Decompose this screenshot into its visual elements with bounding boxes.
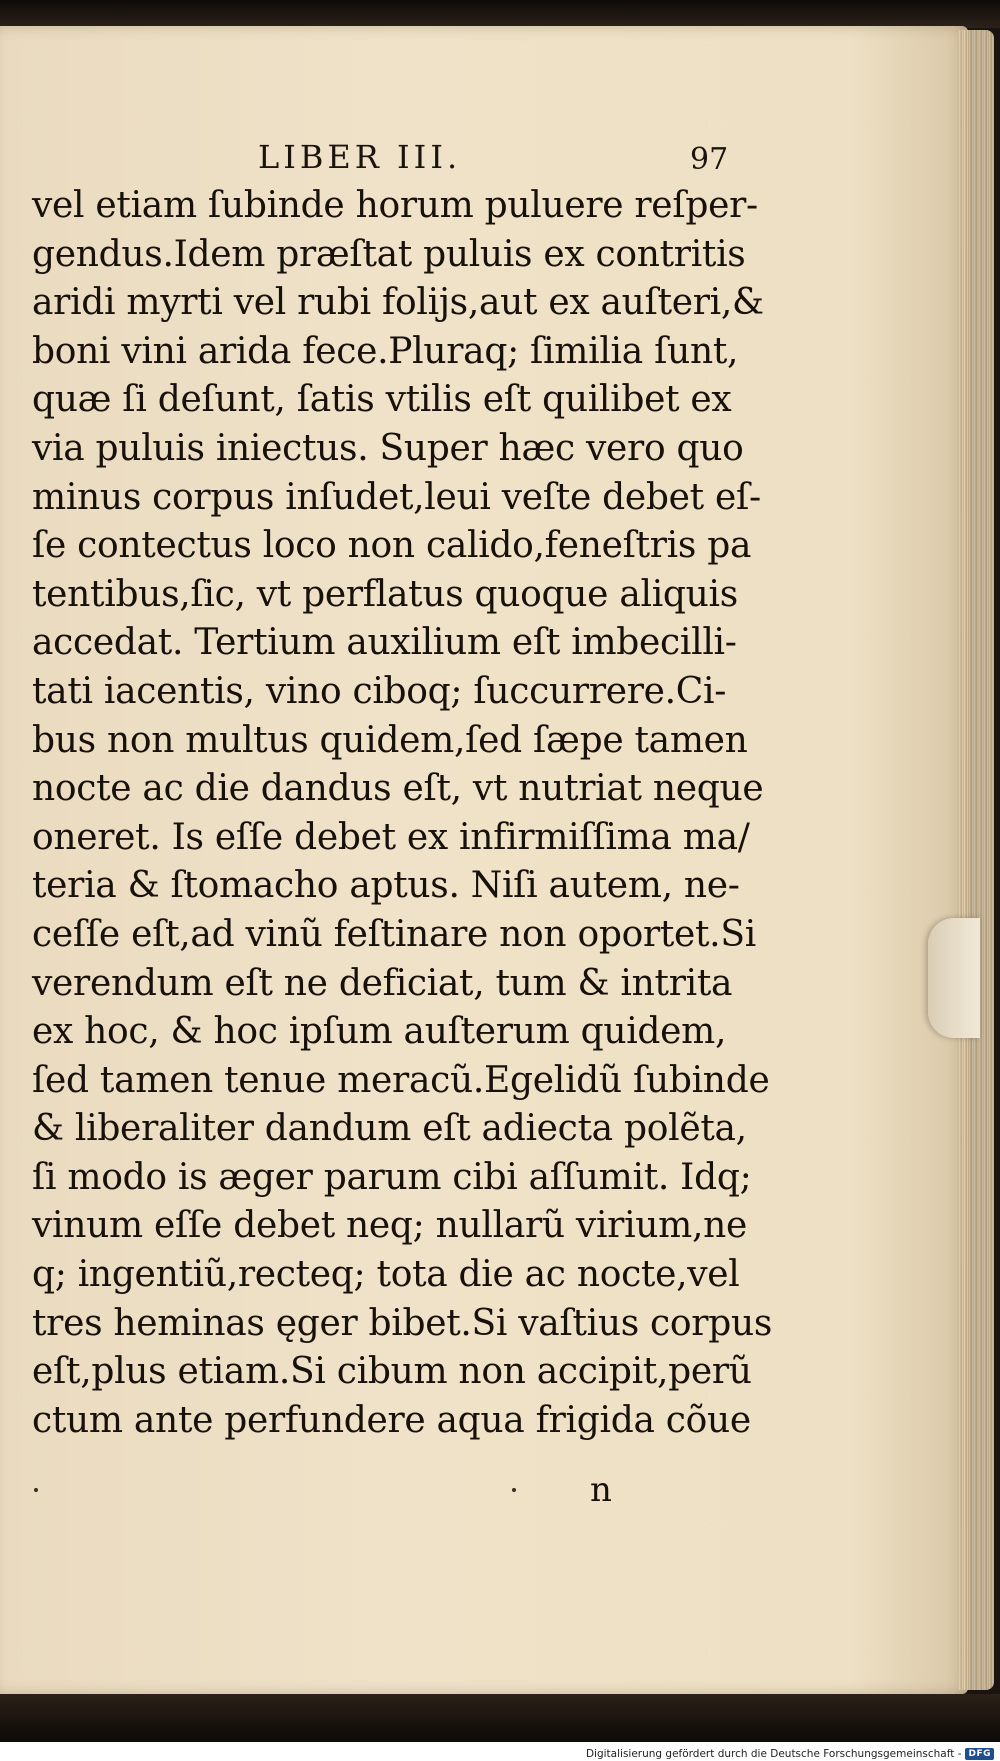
text-line: tati iacentis, vino ciboq; ſuccurrere.Ci- — [32, 670, 727, 712]
ink-speck — [512, 1488, 516, 1492]
text-line: ſi modo is æger parum cibi aſſumit. Idq; — [32, 1156, 752, 1198]
page-stack-edges — [958, 30, 994, 1690]
text-line: ctum ante perfundere aqua frigida cõue — [32, 1399, 751, 1441]
text-line: gendus.Idem præſtat puluis ex contritis — [32, 233, 746, 275]
text-line: via puluis iniectus. Super hæc vero quo — [32, 427, 744, 469]
dfg-logo-icon: DFG — [965, 1748, 994, 1760]
text-line: teria & ſtomacho aptus. Niſi autem, ne- — [32, 865, 740, 907]
text-line: ſed tamen tenue meracũ.Egelidũ ſubinde — [32, 1059, 770, 1101]
footer-credit-text: Digitalisierung gefördert durch die Deutsche Forschungsgemeinschaft - — [585, 1748, 962, 1760]
page-number: 97 — [690, 142, 729, 177]
text-line: eſt,plus etiam.Si cibum non accipit,perũ — [32, 1351, 752, 1393]
text-line: minus corpus inſudet,leui veſte debet eſ- — [32, 476, 761, 518]
text-line: & liberaliter dandum eſt adiecta polẽta, — [32, 1108, 747, 1150]
body-text — [32, 182, 773, 1445]
text-line: oneret. Is eſſe debet ex infirmiſſima ma/ — [32, 816, 750, 858]
text-line: vinum eſſe debet neq; nullarũ virium,ne — [32, 1205, 748, 1247]
text-line: verendum eſt ne deficiat, tum & intrita — [32, 962, 733, 1004]
book-page — [0, 26, 968, 1694]
text-line: ſe contectus loco non calido,feneſtris pa — [32, 525, 752, 567]
book-bottom-edge — [0, 1694, 1000, 1742]
text-line: q; ingentiũ,recteq; tota die ac nocte,vel — [32, 1254, 740, 1296]
book-top-edge — [0, 0, 1000, 28]
footer-bar — [0, 1742, 1000, 1761]
text-line: accedat. Tertium auxilium eſt imbecilli- — [32, 622, 737, 664]
ink-speck — [34, 1488, 38, 1492]
signature-mark: n — [590, 1470, 612, 1510]
text-line: aridi myrti vel rubi folijs,aut ex auſteri,& — [32, 282, 764, 324]
book-clasp-tab — [928, 918, 980, 1038]
footer-credit — [586, 1748, 994, 1760]
running-head: LIBER III. — [258, 138, 462, 176]
text-line: quæ ſi deſunt, ſatis vtilis eſt quilibet ex — [32, 379, 732, 421]
text-line: ceſſe eſt,ad vinũ feſtinare non oportet.Si — [32, 913, 756, 955]
text-line: bus non multus quidem,ſed ſæpe tamen — [32, 719, 748, 761]
text-line: nocte ac die dandus eſt, vt nutriat neque — [32, 768, 764, 810]
text-line: ex hoc, & hoc ipſum auſterum quidem, — [32, 1011, 727, 1053]
text-line: boni vini arida fece.Pluraq; ſimilia ſunt, — [32, 330, 739, 372]
text-line: tentibus,ſic, vt perflatus quoque aliquis — [32, 573, 738, 615]
text-line: vel etiam ſubinde horum puluere reſper- — [32, 185, 758, 226]
text-line: tres heminas ęger bibet.Si vaſtius corpus — [32, 1302, 773, 1344]
